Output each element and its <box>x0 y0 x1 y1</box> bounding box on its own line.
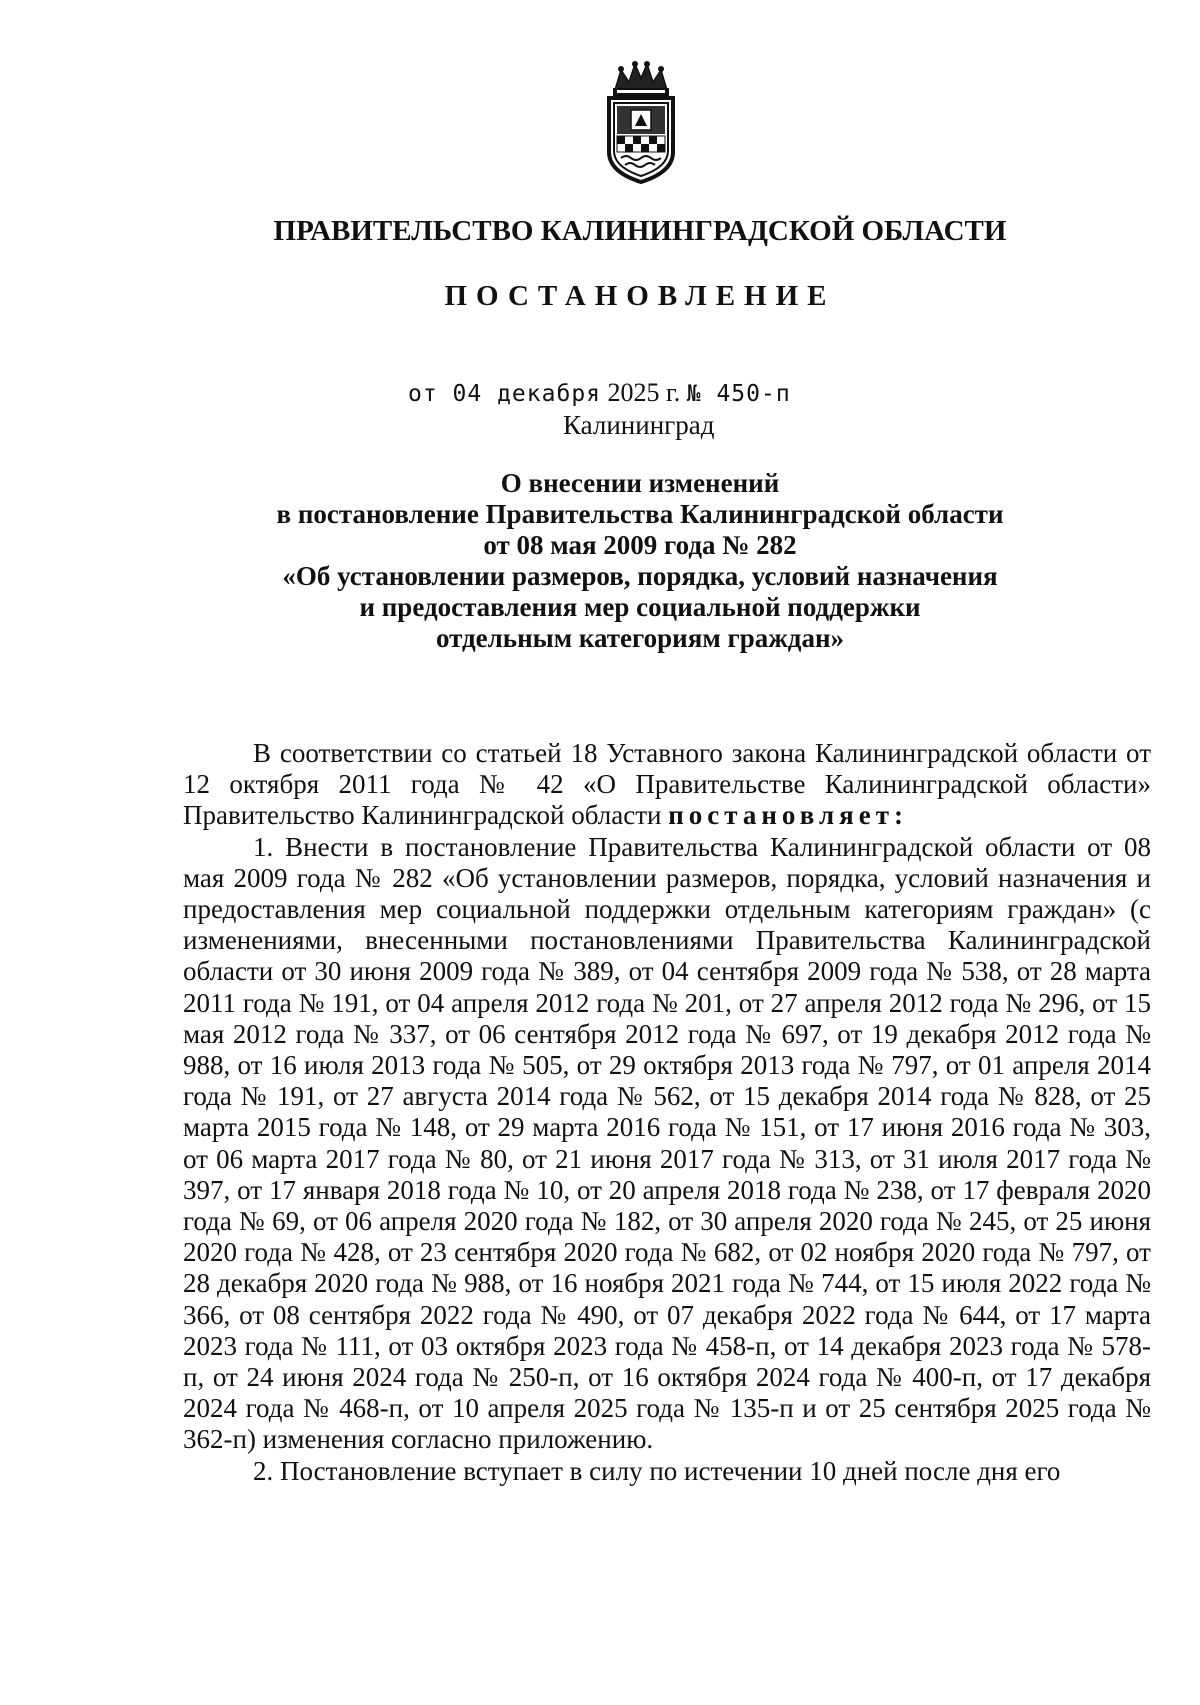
title-line: от 08 мая 2009 года № 282 <box>483 530 797 560</box>
document-date-number <box>408 378 791 408</box>
document-city: Калининград <box>563 410 715 440</box>
title-line: отдельным категориям граждан» <box>435 623 845 653</box>
document-type: ПОСТАНОВЛЕНИЕ <box>444 280 836 312</box>
preamble-text: В соответствии со статьей 18 Уставного закона Калининградской области от 12 октября 2011 года № 42 «О Правительстве Калининградской области» Правительство Калининградской области <box>183 738 1151 831</box>
document-title <box>230 468 1050 654</box>
title-line: О внесении изменений <box>500 468 780 498</box>
item-1-paragraph: 1. Внести в постановление Правительства Калининградской области от 08 мая 2009 года № 282 «Об установлении размеров, порядка, условий назначения и предоставления мер социальной поддержки отдельным категориям граждан» (с изменениями, внесенными постановлениями Правительства Калининградской области от 30 июня 2009 года № 389, от 04 сентября 2009 года № 538, от 28 марта 2011 года № 191, от 04 апреля 2012 года № 201, от 27 апреля 2012 года № 296, от 15 мая 2012 года № 337, от 06 сентября 2012 года № 697, от 19 декабря 2012 года № 988, от 16 июля 2013 года № 505, от 29 октября 2013 года № 797, от 01 апреля 2014 года № 191, от 27 августа 2014 года № 562, от 15 декабря 2014 года № 828, от 25 марта 2015 года № 148, от 29 марта 2016 года № 151, от 17 июня 2016 года № 303, от 06 марта 2017 года № 80, от 21 июня 2017 года № 313, от 31 июля 2017 года № 397, от 17 января 2018 года № 10, от 20 апреля 2018 года № 238, от 17 февраля 2020 года № 69, от 06 апреля 2020 года № 182, от 30 апреля 2020 года № 245, от 25 июня 2020 года № 428, от 23 сентября 2020 года № 682, от 02 ноября 2020 года № 797, от 28 декабря 2020 года № 988, от 16 ноября 2021 года № 744, от 15 июля 2022 года № 366, от 08 сентября 2022 года № 490, от 07 декабря 2022 года № 644, от 17 марта 2023 года № 111, от 03 октября 2023 года № 458-п, от 14 декабря 2023 года № 578-п, от 24 июня 2024 года № 250-п, от 16 октября 2024 года № 400-п, от 17 декабря 2024 года № 468-п, от 10 апреля 2025 года № 135-п и от 25 сентября 2025 года № 362-п) изменения согласно приложению. <box>183 831 1151 1455</box>
document-body <box>183 738 1151 1487</box>
title-line: и предоставления мер социальной поддержки <box>359 592 921 622</box>
resolution-verb: постановляет: <box>668 800 908 831</box>
organization-name: ПРАВИТЕЛЬСТВО КАЛИНИНГРАДСКОЙ ОБЛАСТИ <box>273 215 1007 247</box>
title-line: «Об установлении размеров, порядка, условий назначения <box>282 561 998 591</box>
title-line: в постановление Правительства Калининградской области <box>276 499 1004 529</box>
document-date: от 04 декабря <box>408 381 602 407</box>
item-2-paragraph: 2. Постановление вступает в силу по истечении 10 дней после дня его <box>253 1455 1061 1486</box>
preamble-paragraph <box>183 738 1151 832</box>
document-year: 2025 г. <box>607 378 681 407</box>
coat-of-arms-icon <box>595 60 687 184</box>
document-number: № 450-п <box>686 381 791 407</box>
